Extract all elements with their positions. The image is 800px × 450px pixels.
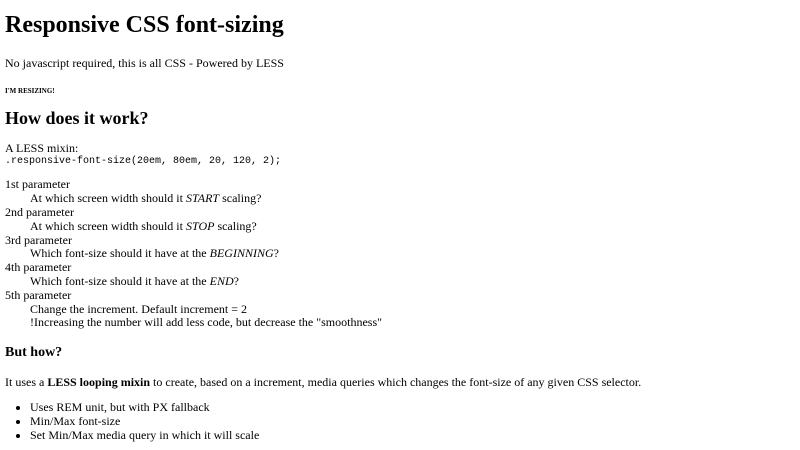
parameter-desc-text: Which font-size should it have at the <box>30 246 210 261</box>
resizing-label: I'M RESIZING! <box>5 87 55 96</box>
parameter-description <box>30 220 795 234</box>
parameter-desc-text: Which font-size should it have at the <box>30 274 210 288</box>
parameter-description <box>30 192 795 206</box>
parameter-desc-text: scaling? <box>219 191 262 206</box>
usage-strong: LESS looping mixin <box>47 375 151 390</box>
mixin-intro <box>5 142 795 167</box>
parameter-desc-emphasis: END <box>209 274 234 288</box>
parameter-term: 2nd parameter <box>5 205 74 220</box>
parameter-list <box>5 178 795 330</box>
parameter-term: 4th parameter <box>5 260 72 275</box>
parameter-desc-emphasis: STOP <box>185 218 215 233</box>
parameter-term: 1st parameter <box>5 177 70 192</box>
list-item: • Uses REM unit, but with PX fallback <box>30 401 795 415</box>
parameter-desc-text: scaling? <box>214 218 257 233</box>
parameter-description-extra: !Increasing the number will add less code, but decrease the "smoothness" <box>30 315 383 330</box>
parameter-desc-text: ? <box>233 274 239 288</box>
parameter-desc-text: At which screen width should it <box>30 218 186 233</box>
mixin-code: .responsive-font-size(20em, 80em, 20, 120, 2); <box>5 155 282 167</box>
usage-text: It uses a <box>5 375 48 390</box>
how-heading: How does it work? <box>5 108 149 129</box>
but-how-heading: But how? <box>5 345 63 361</box>
usage-paragraph <box>5 376 795 390</box>
page-title: Responsive CSS font-sizing <box>5 12 284 38</box>
list-item: • Min/Max font-size <box>30 415 795 429</box>
feature-list <box>5 401 795 442</box>
parameter-description <box>30 275 795 289</box>
parameter-term: 5th parameter <box>5 287 72 302</box>
mixin-intro-text: A LESS mixin: <box>5 141 79 156</box>
parameter-description <box>30 247 795 261</box>
parameter-description: Change the increment. Default increment = 2 <box>30 301 248 316</box>
page-subtitle: No javascript required, this is all CSS - Powered by LESS <box>5 55 284 70</box>
parameter-desc-emphasis: BEGINNING <box>209 246 274 261</box>
parameter-desc-text: ? <box>273 246 279 261</box>
parameter-desc-emphasis: START <box>185 191 220 206</box>
parameter-term: 3rd parameter <box>5 232 72 247</box>
usage-text: to create, based on a increment, media queries which changes the font-size of any given CSS selector. <box>150 375 642 390</box>
list-item: • Set Min/Max media query in which it will scale <box>30 429 795 443</box>
parameter-desc-text: At which screen width should it <box>30 191 186 206</box>
